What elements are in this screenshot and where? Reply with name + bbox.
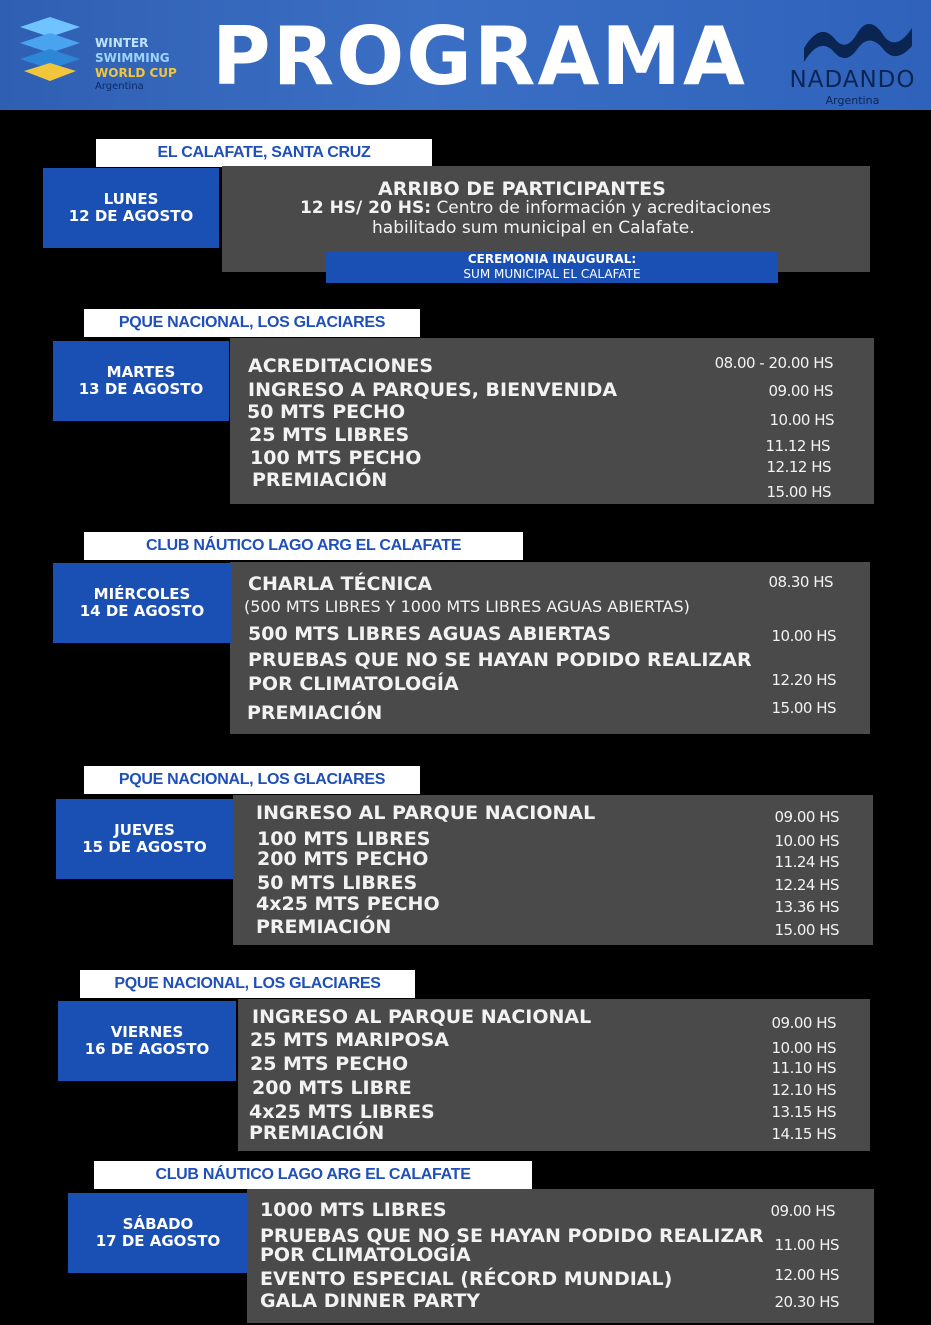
event-time: 15.00 HS — [771, 699, 836, 717]
day-date: 14 DE AGOSTO — [79, 602, 205, 620]
event-logo-text — [95, 36, 215, 93]
event-time: 12.00 HS — [774, 1266, 839, 1284]
event-time: 12.24 HS — [774, 876, 839, 894]
location-label: CLUB NÁUTICO LAGO ARG EL CALAFATE — [84, 532, 523, 560]
brand-subtitle: Argentina — [825, 94, 880, 107]
event-item: POR CLIMATOLOGÍA — [248, 673, 459, 695]
event-item: 100 MTS PECHO — [250, 447, 422, 469]
nadando-wave-icon — [800, 18, 915, 62]
event-item: 25 MTS LIBRES — [249, 424, 410, 446]
event-time: 12.10 HS — [771, 1081, 836, 1099]
event-time: 10.00 HS — [769, 411, 834, 429]
event-item: 1000 MTS LIBRES — [260, 1199, 447, 1221]
event-time: 20.30 HS — [774, 1293, 839, 1311]
event-item: 50 MTS LIBRES — [257, 872, 418, 894]
event-item: 4x25 MTS LIBRES — [249, 1101, 435, 1123]
event-time: 11.00 HS — [774, 1236, 839, 1254]
day-badge — [43, 168, 219, 248]
event-time: 11.12 HS — [765, 437, 830, 455]
event-time: 11.24 HS — [774, 853, 839, 871]
logo-line-1: WINTER — [95, 36, 149, 50]
day-date: 17 DE AGOSTO — [95, 1232, 221, 1250]
event-item: POR CLIMATOLOGÍA — [260, 1244, 471, 1266]
event-time: 13.36 HS — [774, 898, 839, 916]
location-label: PQUE NACIONAL, LOS GLACIARES — [80, 970, 415, 998]
event-item: EVENTO ESPECIAL (RÉCORD MUNDIAL) — [260, 1268, 673, 1290]
event-time: 08.30 HS — [768, 573, 833, 591]
day-date: 13 DE AGOSTO — [78, 380, 204, 398]
day-name: JUEVES — [114, 821, 175, 839]
day-name: SÁBADO — [122, 1215, 194, 1233]
event-time: 15.00 HS — [774, 921, 839, 939]
info-line-1 — [300, 198, 771, 218]
day-date: 16 DE AGOSTO — [84, 1040, 210, 1058]
event-item: PREMIACIÓN — [247, 702, 383, 724]
info-text: Centro de información y acreditaciones — [436, 198, 771, 218]
day-badge — [53, 341, 229, 421]
day-name: MIÉRCOLES — [93, 585, 191, 603]
logo-line-2: SWIMMING — [95, 51, 170, 65]
day-date: 15 DE AGOSTO — [82, 838, 207, 856]
ceremony-title: CEREMONIA INAUGURAL: — [467, 252, 637, 266]
location-label: PQUE NACIONAL, LOS GLACIARES — [84, 766, 420, 794]
event-item: CHARLA TÉCNICA — [248, 573, 433, 595]
logo-subtitle: Argentina — [95, 81, 144, 92]
event-item: INGRESO AL PARQUE NACIONAL — [256, 802, 596, 824]
location-label: PQUE NACIONAL, LOS GLACIARES — [84, 309, 420, 337]
logo-line-3: WORLD CUP — [95, 66, 177, 80]
day-badge — [53, 563, 231, 643]
event-item: 4x25 MTS PECHO — [256, 893, 440, 915]
event-item: 50 MTS PECHO — [247, 401, 406, 423]
info-hours: 12 HS/ 20 HS: — [300, 198, 432, 218]
day-badge — [56, 799, 233, 879]
ceremony-banner — [326, 251, 778, 283]
event-time: 10.00 HS — [774, 832, 839, 850]
event-time: 10.00 HS — [771, 627, 836, 645]
event-item: PRUEBAS QUE NO SE HAYAN PODIDO REALIZAR — [260, 1225, 764, 1247]
event-item: 200 MTS PECHO — [257, 848, 429, 870]
event-time: 14.15 HS — [771, 1125, 836, 1143]
event-time: 09.00 HS — [768, 382, 833, 400]
event-time: 09.00 HS — [771, 1014, 836, 1032]
event-time: 08.00 - 20.00 HS — [714, 354, 833, 372]
day-name: MARTES — [106, 363, 176, 381]
day-date: 12 DE AGOSTO — [68, 207, 194, 225]
event-time: 15.00 HS — [766, 483, 831, 501]
event-time: 12.12 HS — [766, 458, 831, 476]
event-item: 25 MTS MARIPOSA — [250, 1029, 449, 1051]
day-name: LUNES — [103, 190, 159, 208]
event-item: INGRESO AL PARQUE NACIONAL — [252, 1006, 592, 1028]
event-note: (500 MTS LIBRES Y 1000 MTS LIBRES AGUAS ABIERTAS) — [244, 597, 690, 616]
event-item: 200 MTS LIBRE — [252, 1077, 412, 1099]
event-item: GALA DINNER PARTY — [260, 1290, 480, 1312]
event-item: PREMIACIÓN — [256, 916, 392, 938]
location-label: CLUB NÁUTICO LAGO ARG EL CALAFATE — [94, 1161, 532, 1189]
location-label: EL CALAFATE, SANTA CRUZ — [96, 139, 432, 167]
info-line-2: habilitado sum municipal en Calafate. — [372, 218, 695, 238]
event-time: 09.00 HS — [774, 808, 839, 826]
event-time: 12.20 HS — [771, 671, 836, 689]
event-item: 25 MTS PECHO — [250, 1053, 409, 1075]
wave-logo-icon — [18, 15, 82, 83]
page-title: PROGRAMA — [212, 10, 747, 103]
event-time: 09.00 HS — [770, 1202, 835, 1220]
event-item: PREMIACIÓN — [249, 1122, 385, 1144]
event-item: PREMIACIÓN — [252, 469, 388, 491]
day-badge — [68, 1193, 248, 1273]
event-item: INGRESO A PARQUES, BIENVENIDA — [248, 379, 618, 401]
event-item: PRUEBAS QUE NO SE HAYAN PODIDO REALIZAR — [248, 649, 752, 671]
event-item: 500 MTS LIBRES AGUAS ABIERTAS — [248, 623, 612, 645]
brand-name: NADANDO — [789, 67, 916, 93]
event-time: 11.10 HS — [771, 1059, 836, 1077]
event-item: ACREDITACIONES — [248, 355, 434, 377]
ceremony-place: SUM MUNICIPAL EL CALAFATE — [463, 267, 641, 281]
event-time: 13.15 HS — [771, 1103, 836, 1121]
event-time: 10.00 HS — [771, 1039, 836, 1057]
day-name: VIERNES — [110, 1023, 184, 1041]
event-item: 100 MTS LIBRES — [257, 828, 431, 850]
day-badge — [58, 1001, 236, 1081]
event-heading: ARRIBO DE PARTICIPANTES — [378, 178, 666, 200]
header-banner — [0, 0, 931, 110]
